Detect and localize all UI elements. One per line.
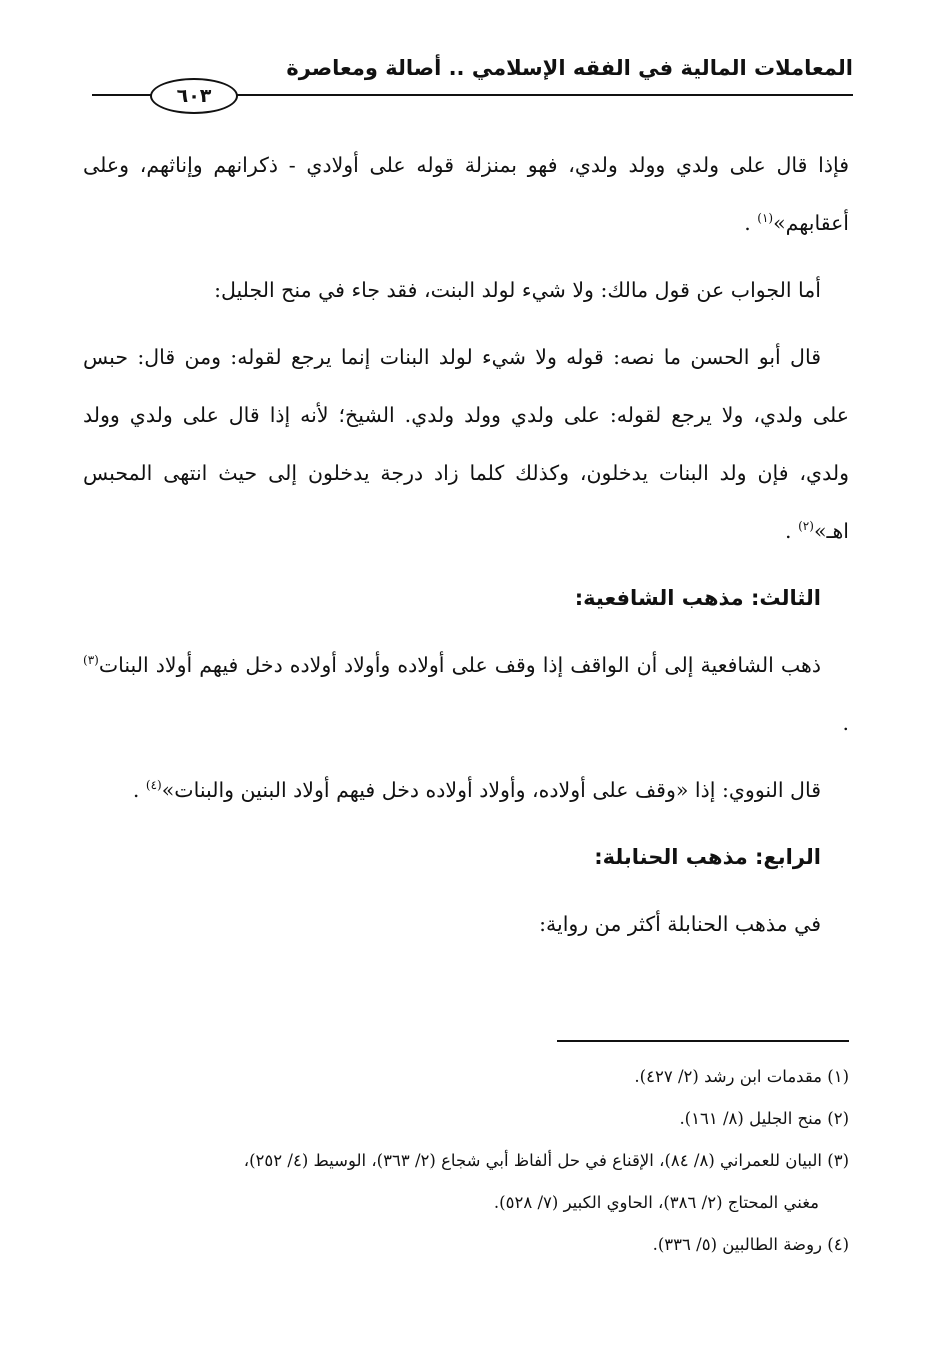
section-heading-shafii: الثالث: مذهب الشافعية:	[574, 586, 821, 610]
footnote-3: (٣) البيان للعمراني (٨/ ٨٤)، الإقناع في حل ألفاظ أبي شجاع (٢/ ٣٦٣)، الوسيط (٤/ ٢٥٢)،	[243, 1151, 849, 1170]
paragraph-4-text: ذهب الشافعية إلى أن الواقف إذا وقف على أولاده وأولاد أولاده دخل فيهم أولاد البنات	[98, 653, 821, 677]
footnote-3-continuation: مغني المحتاج (٢/ ٣٨٦)، الحاوي الكبير (٧/ ٥٢٨).	[493, 1193, 819, 1212]
footnote-2: (٢) منح الجليل (٨/ ١٦١).	[679, 1109, 849, 1128]
footnote-ref-1[interactable]: (١)	[757, 211, 774, 226]
paragraph-5-end: .	[132, 778, 140, 802]
paragraph-2-text: أما الجواب عن قول مالك: ولا شيء لولد البنت، فقد جاء في منح الجليل:	[214, 278, 821, 302]
paragraph-5-text: قال النووي: إذا «وقف على أولاده، وأولاد أولاده دخل فيهم أولاد البنين والبنات»	[161, 778, 821, 802]
footnote-separator	[557, 1040, 849, 1042]
paragraph-1-end: .	[744, 211, 751, 235]
page-number: ٦٠٣	[176, 85, 212, 107]
running-header-title: المعاملات المالية في الفقه الإسلامي .. أصالة ومعاصرة	[286, 56, 853, 80]
page-number-badge	[150, 78, 238, 114]
paragraph-3	[83, 328, 849, 560]
footnote-ref-3[interactable]: (٣)	[83, 653, 99, 668]
paragraph-1	[83, 136, 849, 252]
footnotes	[83, 1056, 849, 1266]
paragraph-4-end: .	[842, 711, 849, 735]
paragraph-3-end: .	[785, 519, 792, 543]
paragraph-5	[83, 761, 849, 819]
paragraph-2	[83, 261, 849, 319]
footnote-1: (١) مقدمات ابن رشد (٢/ ٤٢٧).	[634, 1067, 849, 1086]
section-heading-hanbali: الرابع: مذهب الحنابلة:	[594, 845, 821, 869]
paragraph-3-text: قال أبو الحسن ما نصه: قوله ولا شيء لولد البنات إنما يرجع لقوله: ومن قال: حبس على ولدي، ولا يرجع لقوله: على ولدي وولد ولدي. الشيخ؛ لأنه إذا قال على ولدي وولد ولدي، فإن ولد البنات يدخلون، وكذلك كلما زاد درجة يدخلون إلى حيث انتهى المحبس اهـ»	[83, 345, 849, 543]
footnote-ref-2[interactable]: (٢)	[798, 519, 814, 534]
footnote-ref-4[interactable]: (٤)	[145, 778, 162, 793]
paragraph-4	[83, 636, 849, 752]
paragraph-6	[83, 895, 849, 953]
paragraph-6-text: في مذهب الحنابلة أكثر من رواية:	[539, 912, 821, 936]
footnote-4: (٤) روضة الطالبين (٥/ ٣٣٦).	[652, 1235, 849, 1254]
paragraph-1-text: فإذا قال على ولدي وولد ولدي، فهو بمنزلة قوله على أولادي - ذكرانهم وإناثهم، وعلى أعقابهم»	[83, 153, 849, 235]
main-text	[83, 136, 849, 962]
